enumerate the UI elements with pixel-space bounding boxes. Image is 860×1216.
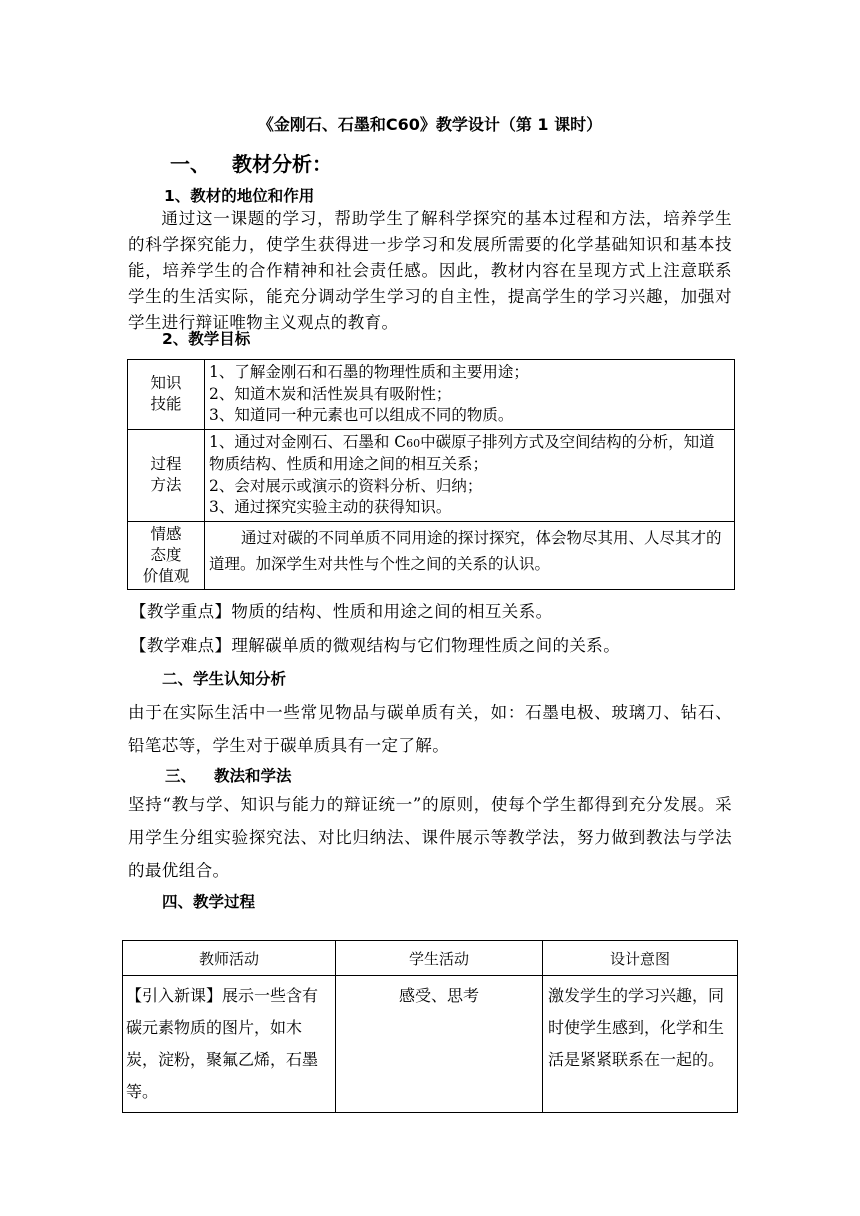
difficult-point <box>130 632 620 656</box>
goal-line: 1、了解金刚石和石墨的物理性质和主要用途； <box>209 363 529 381</box>
label-line: 过程 <box>150 454 182 473</box>
label-line: 态度 <box>150 545 182 564</box>
header-teacher: 教师活动 <box>123 941 336 976</box>
cell-teacher: 【引入新课】展示一些含有碳元素物质的图片，如木炭，淀粉，聚氟乙烯，石墨等。 <box>123 976 336 1113</box>
goal-line <box>209 432 730 476</box>
section2-paragraph <box>128 696 732 762</box>
subsection2-heading: 2、教学目标 <box>162 330 251 348</box>
difficult-point-text: 理解碳单质的微观结构与它们物理性质之间的关系。 <box>231 636 621 655</box>
goal-line: 3、通过探究实验主动的获得知识。 <box>209 498 452 516</box>
key-point <box>130 598 553 622</box>
goals-row-process <box>128 429 735 521</box>
goal-text: 中碳原子排列方式及空间结构的分析，知道物质结构、性质和用途之间的相互关系； <box>209 432 715 473</box>
goals-content-knowledge <box>205 360 735 430</box>
goal-line: 2、会对展示或演示的资料分析、归纳； <box>209 476 483 495</box>
goals-content-process <box>205 429 735 521</box>
key-point-label: 【教学重点】 <box>130 602 232 621</box>
table-row <box>123 976 738 1113</box>
section1-heading <box>170 148 332 177</box>
goal-line: 2、知道木炭和活性炭具有吸附性； <box>209 384 452 403</box>
process-table-header <box>123 941 738 976</box>
label-line: 方法 <box>150 476 182 494</box>
goals-table <box>127 359 735 590</box>
section4-heading: 四、教学过程 <box>162 893 256 911</box>
section3-heading <box>165 764 292 786</box>
difficult-point-label: 【教学难点】 <box>130 636 232 655</box>
section1-number: 一、 <box>170 152 210 176</box>
cell-design: 激发学生的学习兴趣，同时使学生感到，化学和生活是紧紧联系在一起的。 <box>543 976 738 1113</box>
section3-paragraph <box>128 788 732 887</box>
goals-row-emotion <box>128 521 735 589</box>
section3-text: 坚持“教与学、知识与能力的辩证统一”的原则，使每个学生都得到充分发展。采用学生分组实验探究法、对比归纳法、课件展示等教学法，努力做到教法与学法的最优组合。 <box>128 795 732 880</box>
cell-student: 感受、思考 <box>336 976 543 1113</box>
goal-text: 1、通过对金刚石、石墨和 C <box>209 432 407 451</box>
key-point-text: 物质的结构、性质和用途之间的相互关系。 <box>231 602 553 621</box>
label-line: 知识 <box>150 373 182 392</box>
section3-title: 教法和学法 <box>214 767 292 785</box>
subsection1-paragraph <box>128 206 732 336</box>
subsection1-heading: 1、教材的地位和作用 <box>164 187 315 205</box>
page-title: 《金刚石、石墨和C60》教学设计（第 1 课时） <box>257 115 603 134</box>
label-line: 价值观 <box>142 566 190 585</box>
section2-text: 由于在实际生活中一些常见物品与碳单质有关，如：石墨电极、玻璃刀、钻石、铅笔芯等，学生对于碳单质具有一定了解。 <box>128 703 732 755</box>
goals-row-knowledge <box>128 360 735 430</box>
section1-title: 教材分析： <box>232 152 332 176</box>
goals-label-process <box>128 429 205 521</box>
goals-content-emotion <box>205 521 735 589</box>
process-table <box>122 940 738 1113</box>
section2-heading: 二、学生认知分析 <box>162 670 287 688</box>
c60-subscript: 60 <box>406 436 421 450</box>
goal-line: 3、知道同一种元素也可以组成不同的物质。 <box>209 406 514 424</box>
section3-number: 三、 <box>165 767 197 785</box>
label-line: 技能 <box>150 395 182 414</box>
label-line: 情感 <box>150 524 182 543</box>
subsection1-text: 通过这一课题的学习，帮助学生了解科学探究的基本过程和方法，培养学生的科学探究能力，使学生获得进一步学习和发展所需要的化学基础知识和基本技能，培养学生的合作精神和社会责任感。因此，教材内容在呈现方式上注意联系学生的生活实际，能充分调动学生学习的自主性，提高学生的学习兴趣，加强对学生进行辩证唯物主义观点的教育。 <box>128 209 732 332</box>
goal-text: 通过对碳的不同单质不同用途的探讨探究，体会物尽其用、人尽其才的道理。加深学生对共性与个性之间的关系的认识。 <box>209 528 722 573</box>
header-design: 设计意图 <box>543 941 738 976</box>
goals-label-knowledge <box>128 360 205 430</box>
goals-label-emotion <box>128 521 205 589</box>
header-student: 学生活动 <box>336 941 543 976</box>
